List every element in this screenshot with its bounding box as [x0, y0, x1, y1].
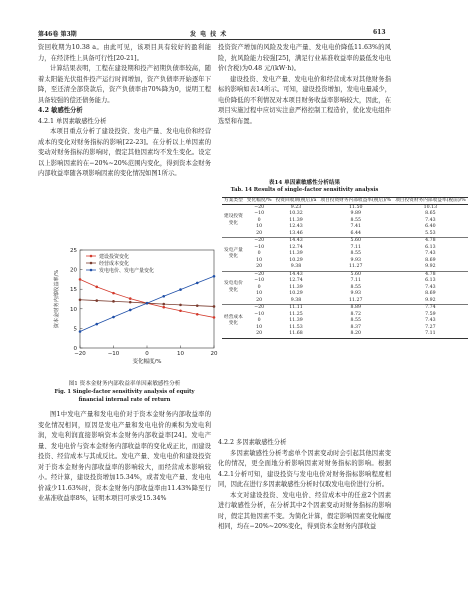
data-point	[79, 330, 82, 333]
left-column-top	[38, 43, 211, 180]
table-cell: 8.55	[350, 284, 361, 290]
table-cell: 0	[257, 217, 261, 223]
table-row	[222, 238, 468, 245]
table-cell: 6.13	[425, 244, 436, 250]
subsection-heading: 4.2.1 单因素敏感性分析	[38, 117, 107, 125]
table-cell: 9.93	[350, 257, 361, 263]
y-tick-label: 15	[70, 287, 77, 294]
volume-issue: 第46卷 第3期	[38, 31, 77, 38]
data-point	[213, 305, 216, 308]
table-cell: −10	[254, 211, 265, 217]
legend-marker	[90, 255, 93, 258]
data-point	[129, 301, 132, 304]
paragraph: 投资资产增加的风险及发电产量、发电电价降低11.63%的风险，抗风险能力较强[25]，满足行业基准收益率的最低发电电价(含税)为0.48 元/(kW·h)。	[218, 44, 391, 72]
table-header-cell: 项目投资财务内部收益率(税前)/%	[395, 198, 466, 203]
data-point	[79, 298, 82, 301]
data-point	[79, 278, 82, 281]
table-cell: 9.89	[350, 211, 361, 217]
data-point	[162, 295, 165, 298]
table-cell: 20	[256, 264, 263, 270]
table-cell: −10	[254, 244, 265, 250]
figure-caption-en	[38, 389, 211, 404]
table-row	[222, 331, 468, 338]
table-cell: 11.53	[289, 324, 303, 330]
table-cell: 12.74	[289, 244, 303, 250]
y-tick-label: 25	[70, 248, 77, 254]
data-point	[95, 323, 98, 326]
table-cell: 0	[257, 251, 261, 257]
table-group-cell: 经营成本变化	[222, 305, 245, 339]
table-cell: −20	[245, 305, 274, 312]
table-cell: 14.43	[274, 271, 319, 278]
x-tick-label: 20	[210, 351, 218, 357]
x-tick-label: −20	[74, 351, 86, 357]
x-axis-label: 变化幅度/%	[132, 359, 162, 365]
table-cell: 11.27	[349, 264, 363, 270]
data-point	[196, 304, 199, 307]
legend-label: 经营成本变化	[99, 261, 130, 267]
table-cell: 12.74	[289, 278, 303, 284]
paragraph: 本文对建设投资、发电电价、经营成本中的任意2个因素进行敏感性分析，在分析其中2个因素变动对财务指标的影响时，假定其他因素不变。为简化计算，假定影响因素变化幅度相同，均在−20%~20%变化，得到资本金财务内部收益	[218, 491, 391, 530]
paragraph: 资回收期为10.38 a。由此可见，该项目具有较好的盈利能力，在经济性上具备可行性[20-21]。	[38, 44, 211, 62]
table-cell: 7.41	[350, 224, 361, 230]
table-cell: 10	[256, 224, 263, 230]
x-tick-label: 10	[177, 351, 184, 357]
figure-caption-en-line: financial internal rate of return	[78, 396, 171, 403]
table-cell: −10	[254, 311, 265, 317]
y-tick-label: 5	[73, 326, 77, 333]
data-point	[213, 275, 216, 278]
y-tick-label: 20	[70, 267, 77, 274]
table-cell: 9.92	[425, 297, 436, 303]
paragraph: 计算结果表明，工程在建设期和投产初期负债率较高，随着太阳能光伏组件投产运行时间增加，资产负债率开始逐年下降，至还清全部贷款后，资产负债率由70%降为0，说明工程具备较强的偿还债务能力。	[38, 65, 211, 104]
legend-marker	[90, 262, 93, 265]
y-tick-label: 10	[70, 306, 77, 313]
table-cell: 8.37	[350, 324, 361, 330]
table-cell: −10	[254, 278, 265, 284]
table-caption-en: Tab. 14 Results of single-factor sensitivity analysis	[230, 187, 379, 193]
data-point	[196, 313, 199, 316]
table-cell: 7.43	[425, 284, 436, 290]
y-axis-label: 资本金财务内部收益率/%	[54, 269, 60, 329]
table-cell: 8.69	[425, 257, 436, 263]
table-cell: 8.72	[350, 311, 361, 317]
table-cell: 7.43	[425, 217, 436, 223]
table-cell: 11.39	[289, 318, 303, 324]
table-cell: 7.43	[425, 251, 436, 257]
series-line	[80, 279, 214, 317]
paragraph: 图1中发电产量和发电电价对于资本金财务内部收益率的变化情况相同，原因是发电产量和发电电价的乘积为发电利润，发电利润直接影响资本金财务内部收益率[24]。发电产量、发电电价与资本金财务内部收益率的变化成正比，而建设投资、经营成本与其成反比。发电产量、发电电价和建设投资对于资本金财务内部收益率的影响较大，而经营成本影响较小。经计算，建设投资增加15.34%，或者发电产量、发电电价减少11.63%时，资本金财务内部收益率由11.43%降至行业基准收益率8%，证明本项目可承受15.34%	[38, 411, 211, 502]
data-point	[179, 288, 182, 291]
table-cell: 20	[256, 297, 263, 303]
data-point	[213, 316, 216, 319]
paragraph: 建设投资、发电产量、发电电价和经营成本对其他财务指标的影响如表14所示。可知，建设投资增加，发电电量减少，电价降低的不利情况对本项目财务收益率影响较大，因此，在项目实施过程中应切实注意严格控制工程造价，优化发电组件选型和布置。	[218, 75, 391, 125]
table-header-cell: 项目投资财务内部收益率(税后)/%	[320, 198, 392, 203]
right-column-top	[218, 43, 391, 127]
figure-1	[46, 244, 226, 374]
table-cell: 8.55	[350, 251, 361, 257]
table-cell: 7.11	[350, 244, 361, 250]
table-cell: 6.13	[425, 278, 436, 284]
table-header-cell: 投资回收期(税后)/a	[275, 198, 317, 203]
table-cell: 11.68	[289, 331, 303, 337]
data-point	[112, 300, 115, 303]
table-14	[222, 197, 468, 339]
table-cell: 11.27	[349, 297, 363, 303]
table-cell: 11.25	[289, 311, 303, 317]
table-cell: 11.11	[274, 305, 319, 312]
figure-caption-cn: 图1 资本金财务内部收益率单因素敏感性分析	[68, 381, 181, 387]
right-column-bottom	[218, 438, 391, 533]
legend-label: 建设投资变化	[99, 254, 130, 260]
table-cell: 8.55	[350, 217, 361, 223]
table-cell: 4.78	[393, 238, 468, 245]
table-cell: 11.39	[289, 251, 303, 257]
table-cell: 20	[256, 230, 263, 236]
table-cell: 6.44	[350, 230, 361, 236]
table-group-cell: 发电产量变化	[222, 238, 245, 272]
paragraph: 多因素敏感性分析考虑单个因素变动时会引起其他因素变化的情况，更全面地分析影响因素对财务指标的影响。根据4.2.1分析可知，建设投资与发电电价对财务指标影响程度相同，因此在进行多因素敏感性分析时仅取发电电价进行分析。	[218, 449, 391, 488]
table-cell: 12.43	[289, 224, 303, 230]
sensitivity-chart	[46, 244, 226, 374]
table-cell: 5.60	[318, 238, 393, 245]
figure-caption-en-line: Fig. 1 Single-factor sensitivity analysis of equity	[54, 389, 195, 395]
table-cell: 10.29	[289, 257, 303, 263]
legend-marker	[90, 269, 93, 272]
table-cell: 9.38	[290, 264, 302, 270]
data-point	[112, 316, 115, 319]
table-cell: 11.39	[289, 217, 303, 223]
table-group-cell: 发电电价变化	[222, 271, 245, 305]
data-point	[179, 304, 182, 307]
table-cell: 9.93	[350, 291, 361, 297]
table-cell: 0	[257, 318, 261, 324]
table-cell: 10.13	[423, 204, 438, 210]
data-point	[112, 292, 115, 295]
table-cell: 5.60	[318, 271, 393, 278]
table-group-cell: 建设投资变化	[224, 214, 243, 226]
table-cell: 5.53	[425, 230, 436, 236]
data-point	[162, 303, 165, 306]
table-caption-cn: 表14 单因素敏感性分析结果	[268, 180, 341, 186]
table-cell: 8.20	[350, 331, 361, 337]
table-cell: 14.43	[274, 238, 319, 245]
y-tick-label: 0	[73, 346, 77, 352]
section-heading: 4.2 敏感性分析	[38, 107, 83, 114]
data-point	[196, 282, 199, 285]
table-cell: 4.78	[393, 271, 468, 278]
table-cell: 6.40	[425, 224, 436, 230]
table-cell: 8.55	[350, 318, 361, 324]
journal-name: 发 电 技 术	[190, 31, 228, 38]
table-header-row	[222, 198, 468, 205]
table-cell: 10	[256, 324, 263, 330]
data-point	[95, 299, 98, 302]
table-row	[222, 305, 468, 312]
table-row	[222, 264, 468, 271]
table-cell: 8.89	[318, 305, 393, 312]
table-cell: 9.92	[425, 264, 436, 270]
table-cell: 8.65	[425, 211, 436, 217]
x-tick-label: 0	[145, 351, 149, 357]
table-cell: 9.23	[290, 204, 302, 210]
data-point	[162, 306, 165, 309]
table-cell: 20	[256, 331, 263, 337]
table-header-cell: 方案类型	[224, 198, 243, 203]
left-column-bottom	[38, 410, 211, 505]
table-cell: 10	[256, 291, 263, 297]
table-cell: −20	[254, 204, 265, 210]
subsection-heading: 4.2.2 多因素敏感性分析	[218, 439, 287, 446]
table-cell: 0	[257, 284, 261, 290]
table-cell: 7.74	[393, 305, 468, 312]
table-cell: 7.11	[350, 278, 361, 284]
data-point	[179, 309, 182, 312]
table-cell: −20	[245, 271, 274, 278]
data-point	[146, 302, 149, 305]
table-cell: 11.39	[289, 284, 303, 290]
table-cell: 11.50	[349, 204, 363, 210]
x-tick-label: −10	[107, 351, 120, 357]
table-cell: 10.32	[289, 211, 303, 217]
table-cell: 8.69	[425, 291, 436, 297]
table-cell: 10.29	[289, 291, 303, 297]
table-row	[222, 231, 468, 238]
legend-label: 发电电价、发电产量变化	[99, 268, 155, 274]
table-row	[222, 298, 468, 305]
data-point	[129, 297, 132, 300]
table-cell: 7.27	[425, 324, 436, 330]
table-cell: 7.11	[425, 331, 436, 337]
page-number: 613	[373, 29, 386, 36]
header-rule	[38, 39, 390, 40]
table-header-cell: 变化幅度/%	[246, 198, 272, 203]
data-point	[129, 309, 132, 312]
table-cell: −20	[245, 238, 274, 245]
table-cell: 10	[256, 257, 263, 263]
paragraph: 本项目重点分析了建设投资、发电产量、发电电价和经营成本的变化对财务指标的影响[22-23]。在分析以上单因素的变动对财务指标的影响时，假定其他因素均不发生变化。设定以上影响因素的在−20%~20%范围内变化，得到资本金财务内部收益率随各项影响因素的变化情况如图1所示。	[38, 128, 211, 177]
table-cell: 7.59	[425, 311, 436, 317]
table-cell: 7.43	[425, 318, 436, 324]
table-cell: 9.38	[290, 297, 302, 303]
table-cell: 13.46	[289, 230, 303, 236]
data-point	[95, 286, 98, 289]
